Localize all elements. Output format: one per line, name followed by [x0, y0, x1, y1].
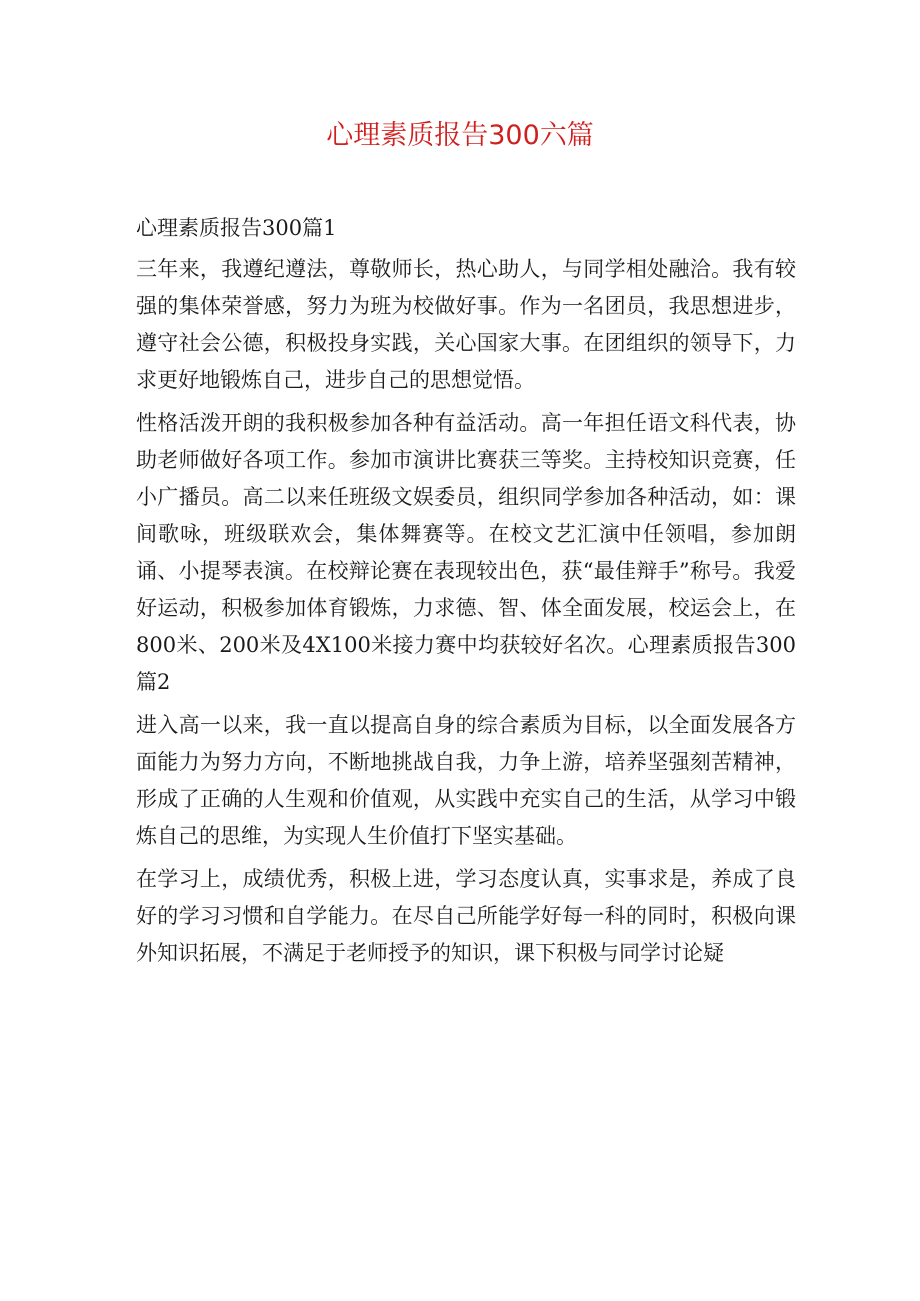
- document-body: [136, 210, 796, 978]
- section-heading-1: 心理素质报告300篇1: [136, 216, 337, 240]
- paragraph-4: 在学习上，成绩优秀，积极上进，学习态度认真，实事求是，养成了良好的学习习惯和自学能力。在尽自己所能学好每一科的同时，积极向课外知识拓展，不满足于老师授予的知识，课下积极与同学讨论疑: [136, 867, 796, 965]
- document-title: 心理素质报告300六篇: [326, 120, 594, 151]
- paragraph-1: 三年来，我遵纪遵法，尊敬师长，热心助人，与同学相处融洽。我有较强的集体荣誉感，努力为班为校做好事。作为一名团员，我思想进步，遵守社会公德，积极投身实践，关心国家大事。在团组织的领导下，力求更好地锻炼自己，进步自己的思想觉悟。: [136, 257, 796, 392]
- paragraph-3: 进入高一以来，我一直以提高自身的综合素质为目标，以全面发展各方面能力为努力方向，不断地挑战自我，力争上游，培养坚强刻苦精神，形成了正确的人生观和价值观，从实践中充实自己的生活，从学习中锻炼自己的思维，为实现人生价值打下坚实基础。: [136, 713, 796, 848]
- paragraph-2: 性格活泼开朗的我积极参加各种有益活动。高一年担任语文科代表，协助老师做好各项工作。参加市演讲比赛获三等奖。主持校知识竞赛，任小广播员。高二以来任班级文娱委员，组织同学参加各种活动，如：课间歌咏，班级联欢会，集体舞赛等。在校文艺汇演中任领唱，参加朗诵、小提琴表演。在校辩论赛在表现较出色，获“最佳辩手”称号。我爱好运动，积极参加体育锻炼，力求德、智、体全面发展，校运会上，在800米、200米及4X100米接力赛中均获较好名次。心理素质报告300篇2: [136, 411, 796, 694]
